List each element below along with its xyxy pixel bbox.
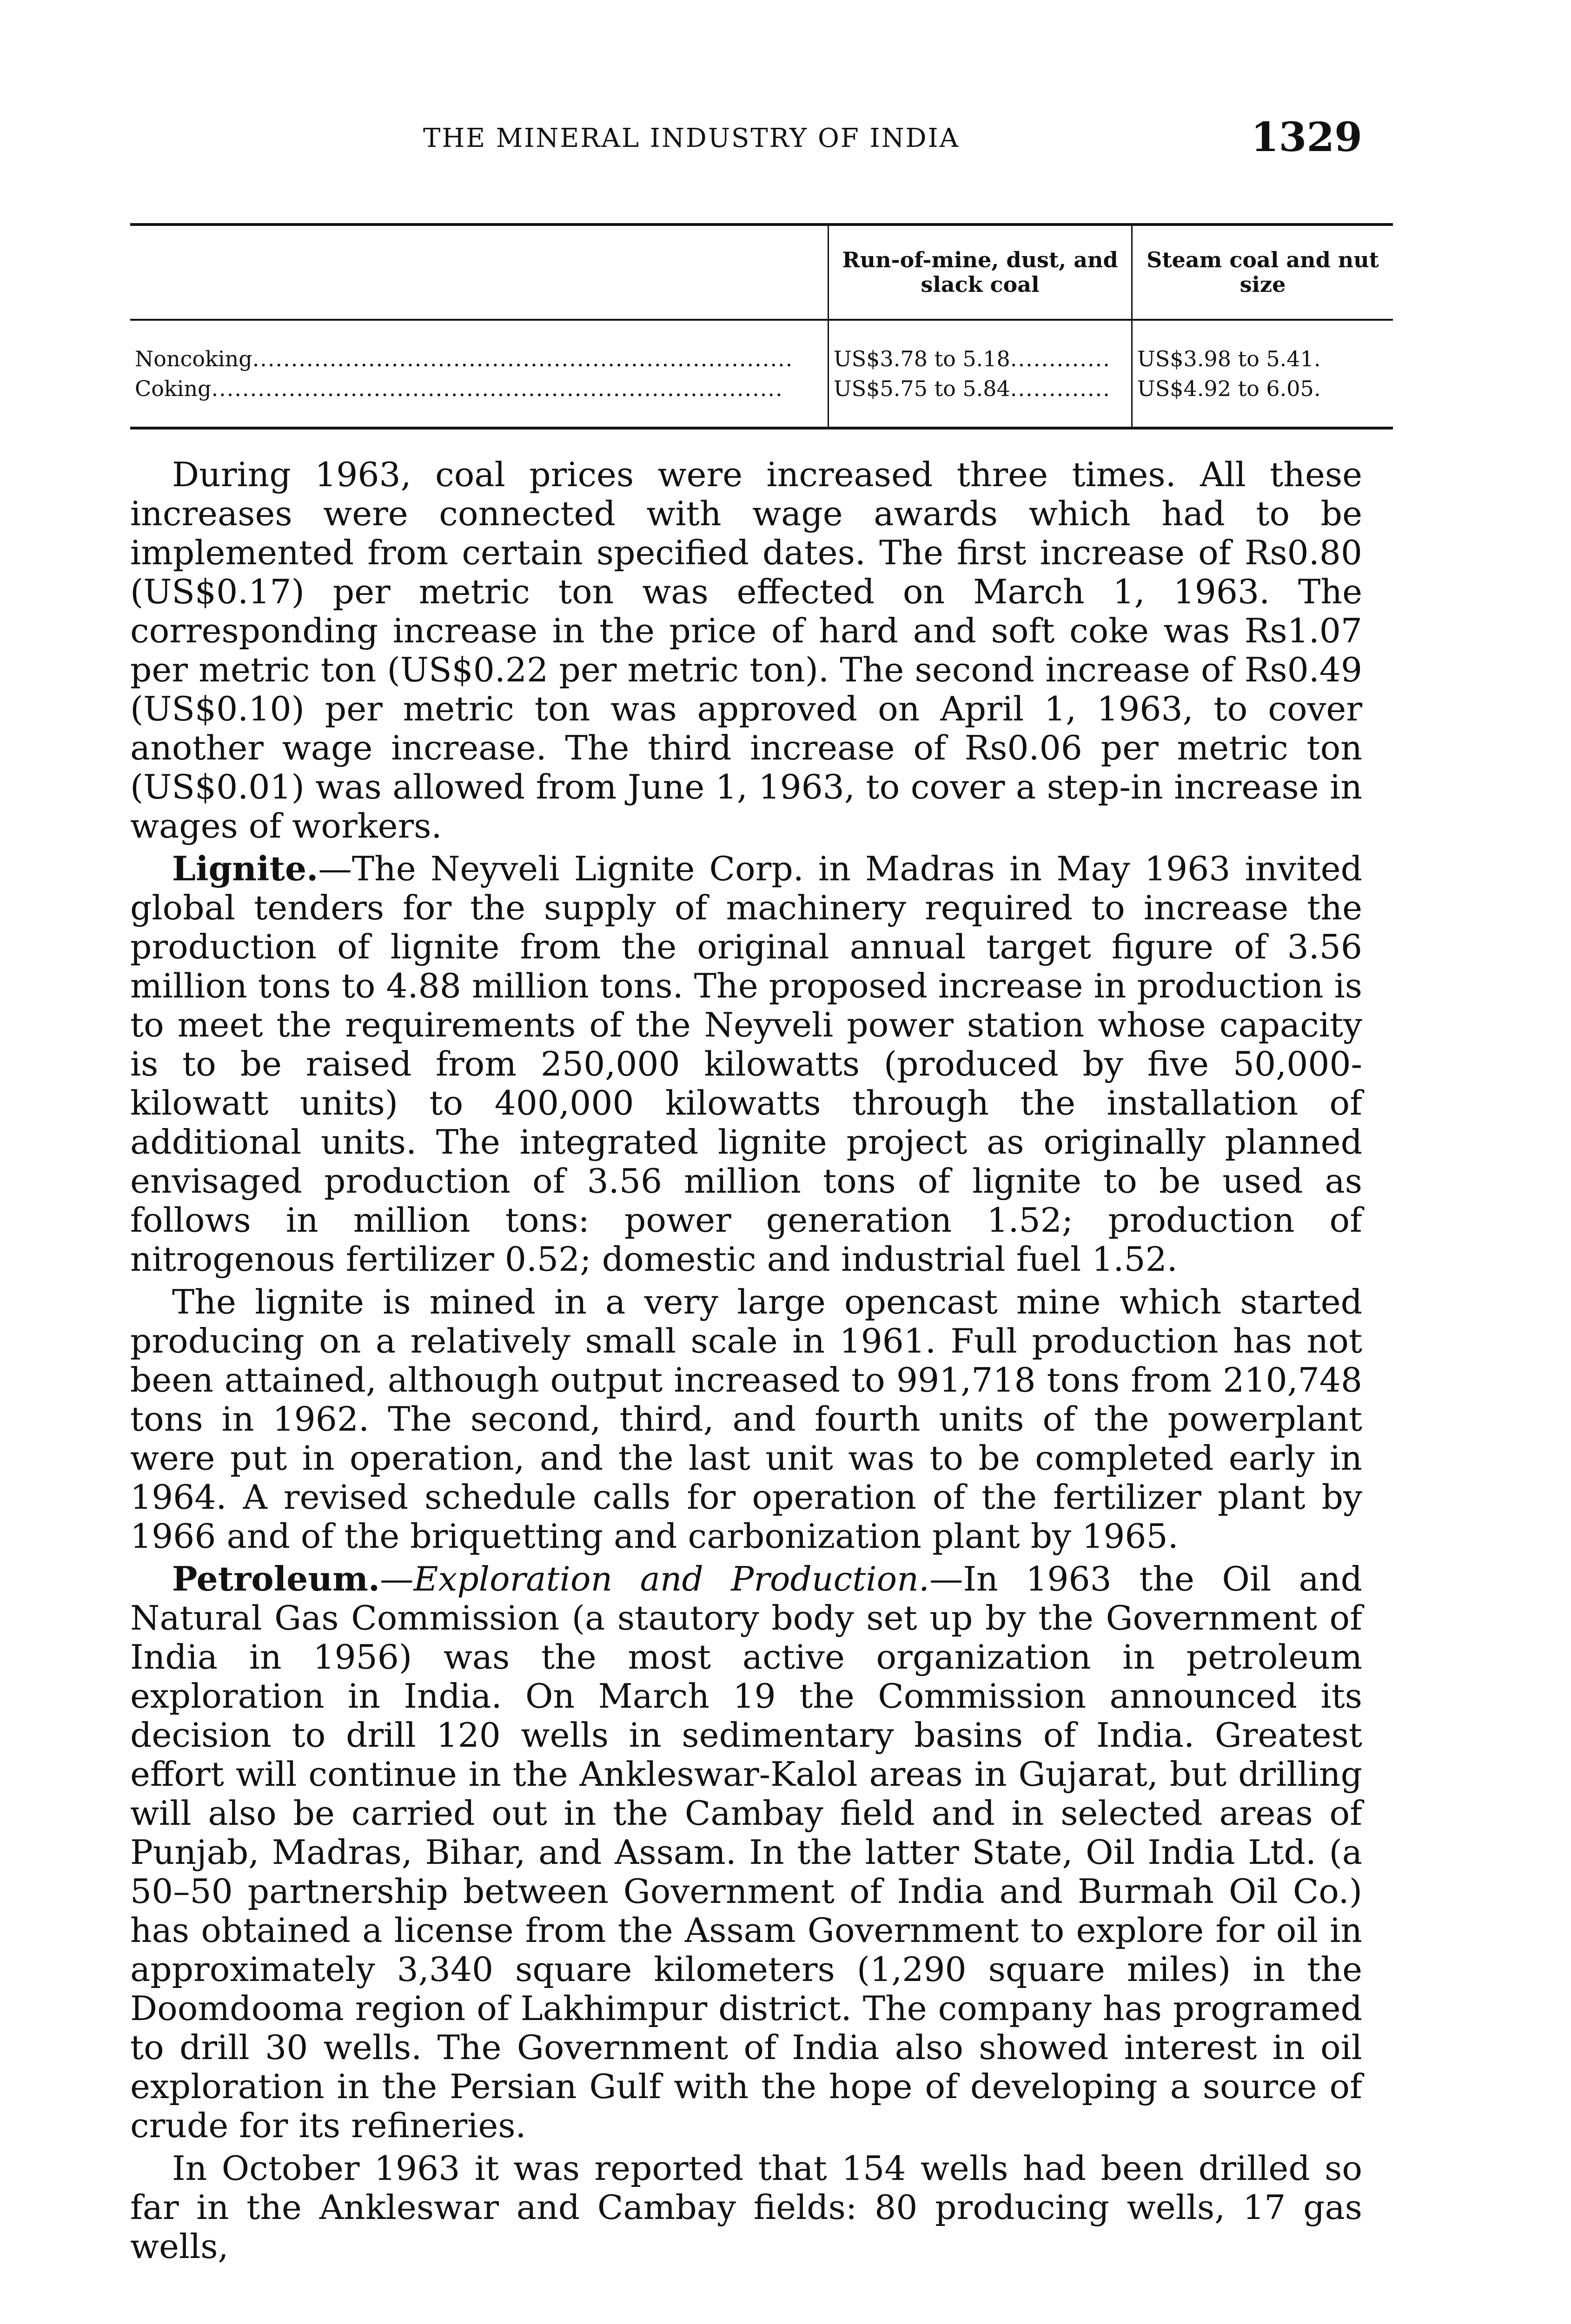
page-number: 1329 bbox=[1251, 114, 1362, 161]
running-title: THE MINERAL INDUSTRY OF INDIA bbox=[423, 123, 960, 153]
table-row bbox=[130, 374, 1393, 428]
run-of-mine-price-cell bbox=[829, 374, 1132, 428]
row-label-cell bbox=[130, 320, 829, 374]
paragraph-coal-prices: During 1963, coal prices were increased three times. All these increases were connected with wage awards which had to be implemented from certain specified dates. The first increase of Rs0.80 (US$0.17) per metric ton was effected on March 1, 1963. The corresponding increase in the price of hard and soft coke was Rs1.07 per metric ton (US$0.22 per metric ton). The second increase of Rs0.49 (US$0.10) per metric ton was approved on April 1, 1963, to cover another wage increase. The third increase of Rs0.06 per metric ton (US$0.01) was allowed from June 1, 1963, to cover a step-in increase in wages of workers. bbox=[130, 456, 1362, 846]
row-label: Coking bbox=[135, 376, 212, 401]
body-text bbox=[130, 456, 1362, 2266]
leader-dots: ...................................................................... bbox=[252, 346, 794, 371]
leader-dots: ............. bbox=[1010, 376, 1111, 401]
table-header-blank bbox=[130, 224, 829, 320]
row-label-cell bbox=[130, 374, 829, 428]
steam-coal-price: US$3.98 to 5.41. bbox=[1132, 320, 1393, 374]
page-header bbox=[130, 114, 1362, 165]
run-of-mine-price: US$5.75 to 5.84 bbox=[834, 376, 1010, 401]
paragraph-lignite bbox=[130, 850, 1362, 1279]
column-header-run-of-mine: Run-of-mine, dust, and slack coal bbox=[829, 224, 1132, 320]
run-of-mine-price: US$3.78 to 5.18 bbox=[834, 346, 1010, 371]
paragraph-lignite-text: —The Neyveli Lignite Corp. in Madras in May 1963 invited global tenders for the supply of machinery required to increase the production of lignite from the original annual target figure of 3.56 million tons to 4.88 million tons. The proposed increase in production is to meet the requirements of the Neyveli power station whose capacity is to be raised from 250,000 kilowatts (produced by five 50,000-kilowatt units) to 400,000 kilowatts through the installation of additional units. The integrated lignite project as originally planned envisaged production of 3.56 million tons of lignite to be used as follows in million tons: power generation 1.52; production of nitrogenous fertilizer 0.52; domestic and industrial fuel 1.52. bbox=[130, 850, 1362, 1279]
run-in-heading-lignite: Lignite. bbox=[172, 849, 318, 889]
steam-coal-price: US$4.92 to 6.05. bbox=[1132, 374, 1393, 428]
leader-dots: .......................................................................... bbox=[211, 376, 783, 401]
coal-price-table bbox=[130, 223, 1393, 429]
paragraph-lignite-mine: The lignite is mined in a very large opencast mine which started producing on a relatively small scale in 1961. Full production has not been attained, although output increased to 991,718 tons from 210,748 tons in 1962. The second, third, and fourth units of the powerplant were put in operation, and the last unit was to be completed early in 1964. A revised schedule calls for operation of the fertilizer plant by 1966 and of the briquetting and carbonization plant by 1965. bbox=[130, 1283, 1362, 1556]
subheading-exploration: —Exploration and Production. bbox=[380, 1560, 929, 1599]
paragraph-petroleum bbox=[130, 1560, 1362, 2146]
paragraph-wells: In October 1963 it was reported that 154 wells had been drilled so far in the Ankleswar and Cambay fields: 80 producing wells, 17 gas wells, bbox=[130, 2149, 1362, 2266]
row-label: Noncoking bbox=[135, 346, 252, 371]
table-header-row bbox=[130, 224, 1393, 320]
paragraph-petroleum-text: —In 1963 the Oil and Natural Gas Commission (a stautory body set up by the Government of India in 1956) was the most active organization in petroleum exploration in India. On March 19 the Commission announced its decision to drill 120 wells in sedimentary basins of India. Greatest effort will continue in the Ankleswar-Kalol areas in Gujarat, but drilling will also be carried out in the Cambay field and in selected areas of Punjab, Madras, Bihar, and Assam. In the latter State, Oil India Ltd. (a 50–50 partnership between Government of India and Burmah Oil Co.) has obtained a license from the Assam Government to explore for oil in approximately 3,340 square kilometers (1,290 square miles) in the Doomdooma region of Lakhimpur district. The company has programed to drill 30 wells. The Government of India also showed interest in oil exploration in the Persian Gulf with the hope of developing a source of crude for its refineries. bbox=[130, 1560, 1362, 2146]
table-row bbox=[130, 320, 1393, 374]
leader-dots: ............. bbox=[1010, 346, 1111, 371]
run-in-heading-petroleum: Petroleum. bbox=[172, 1559, 380, 1599]
run-of-mine-price-cell bbox=[829, 320, 1132, 374]
column-header-steam-coal: Steam coal and nut size bbox=[1132, 224, 1393, 320]
